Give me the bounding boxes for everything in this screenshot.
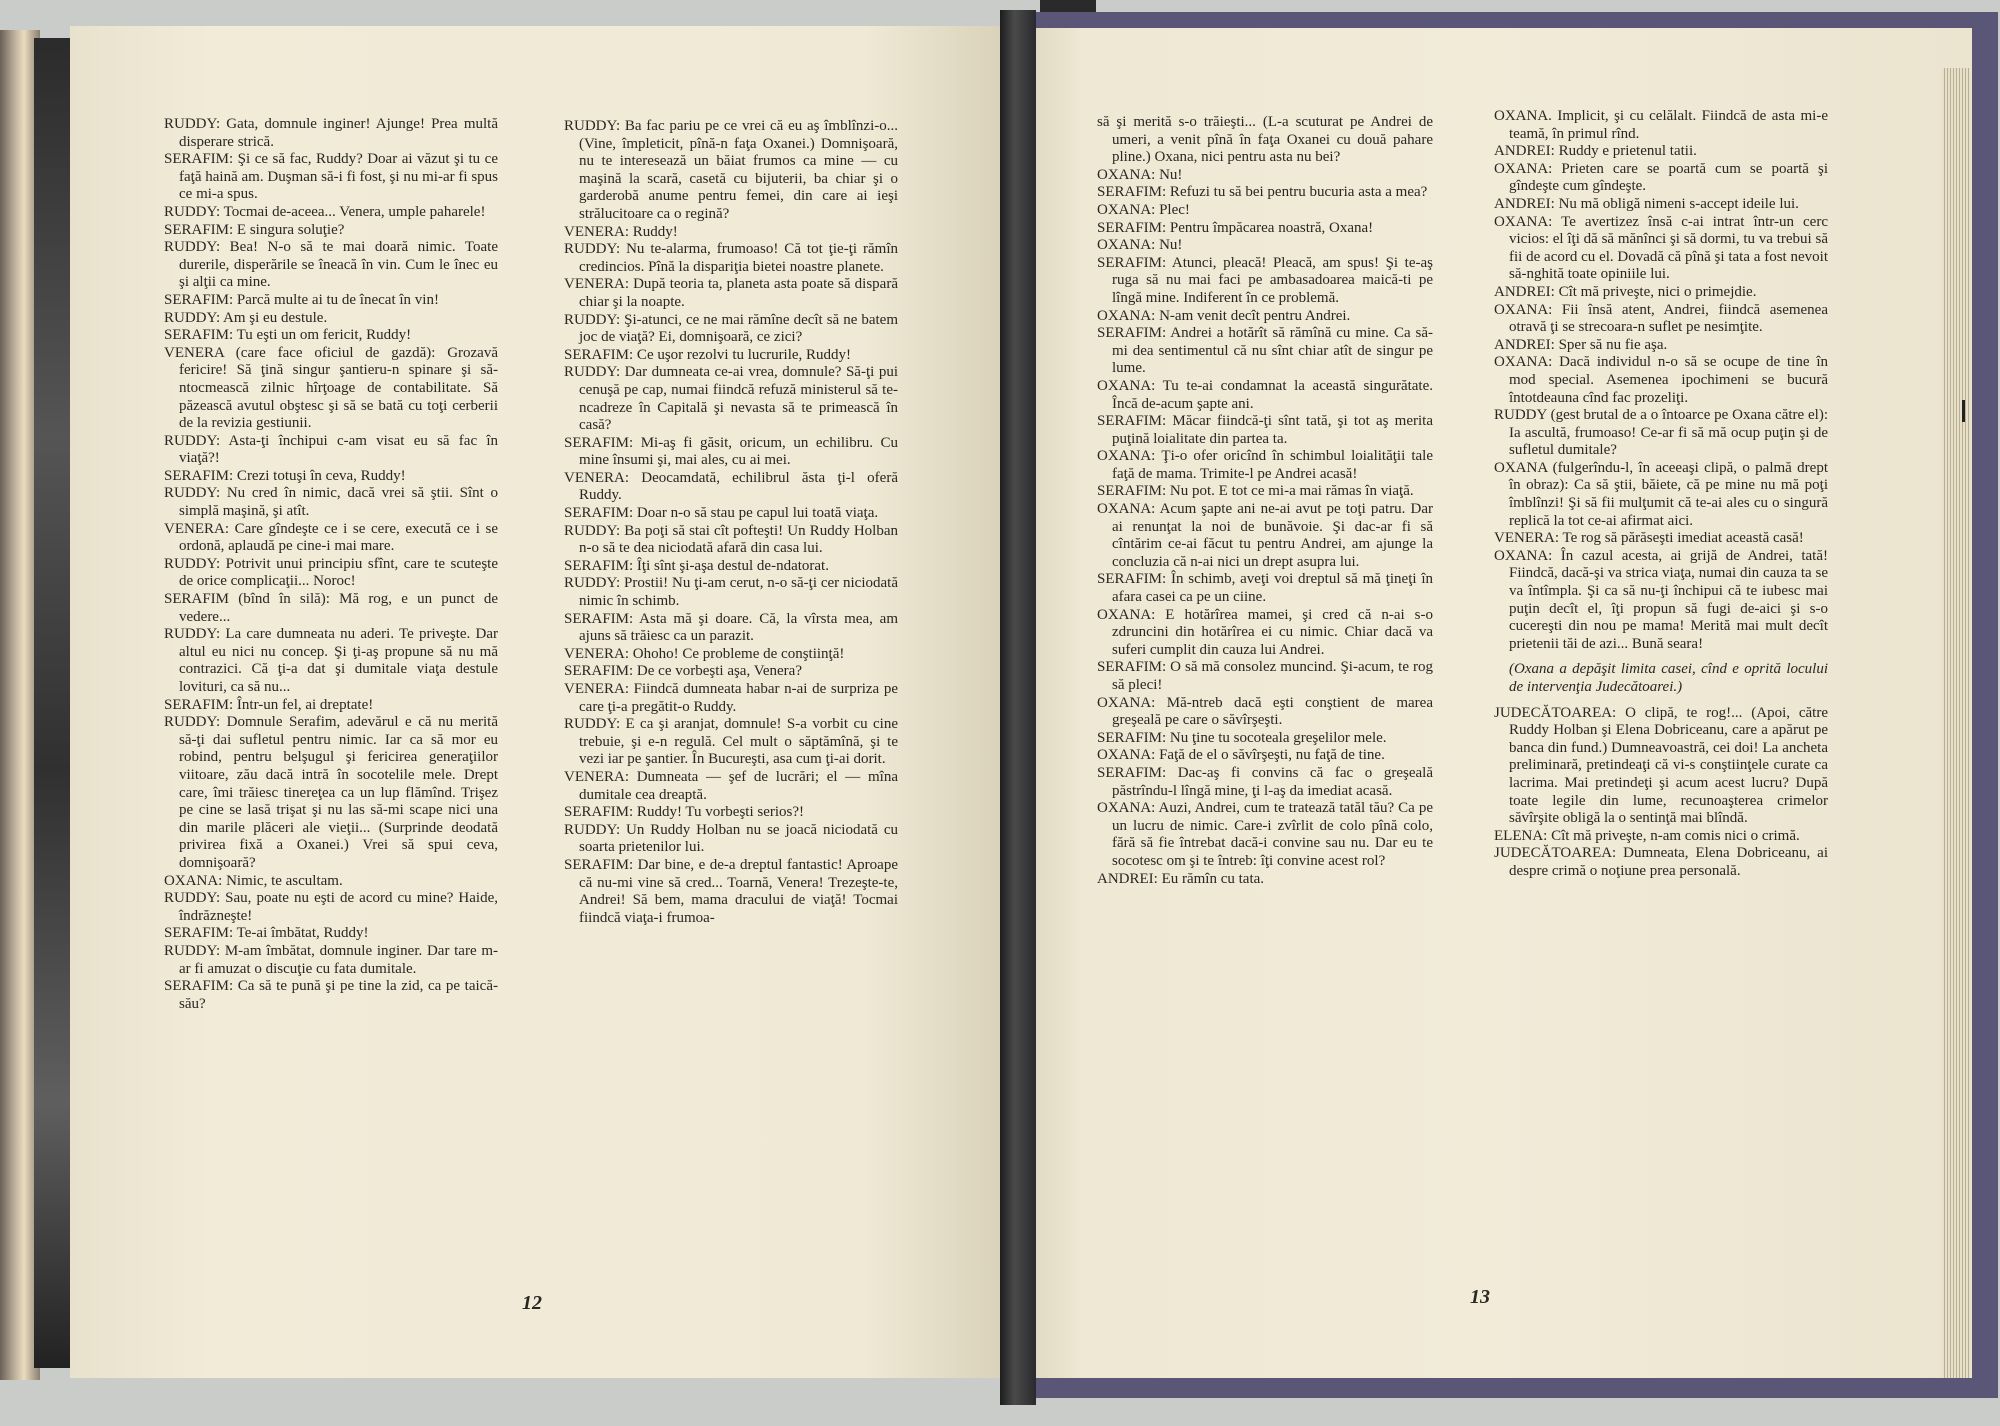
dialogue-line: RUDDY: Un Ruddy Holban nu se joacă niciodată cu soarta prietenilor lui.: [564, 821, 898, 856]
dialogue-line: OXANA: Ţi-o ofer oricînd în schimbul loialităţii tale faţă de mama. Trimite-l pe Andrei acasă!: [1097, 448, 1433, 482]
dialogue-line: RUDDY (gest brutal de a o întoarce pe Oxana către el): Ia ascultă, frumoaso! Ce-ar fi să mă ocup puţin şi de sufletul dumitale?: [1494, 407, 1828, 459]
dialogue-line: SERAFIM: Te-ai îmbătat, Ruddy!: [164, 925, 369, 942]
dialogue-line: SERAFIM: Dar bine, e de-a dreptul fantastic! Aproape că nu-mi vine să cred... Toarnă, Venera! Trezeşte-te, Andrei! Să bem, mama dracului de viaţă! Tocmai fiindcă viaţa-i frumoa-: [564, 856, 898, 926]
dialogue-line: RUDDY: Bea! N-o să te mai doară nimic. Toate durerile, disperările se îneacă în vin. Cum le înec eu şi alţii ca mine.: [164, 239, 498, 291]
dialogue-line: ANDREI: Eu rămîn cu tata.: [1097, 870, 1265, 887]
dialogue-line: SERAFIM: Asta mă şi doare. Că, la vîrsta mea, am ajuns să trăiesc ca un parazit.: [564, 610, 898, 645]
dialogue-line: RUDDY: E ca şi aranjat, domnule! S-a vorbit cu cine trebuie, şi e-n regulă. Cel mult o săptămînă, şi te vezi iar pe şantier. În Bucureşti, asa cum ţi-ai dorit.: [564, 716, 898, 768]
dialogue-line: OXANA: În cazul acesta, ai grijă de Andrei, tată! Fiindcă, dacă-şi va strica viaţa, numai din cauza ta se va întîmpla. Şi ca să nu-ţi închipui că te iubesc mai puţin decît el, îţi propun să fugi de-aici şi s-o cucereşti din nou pe mama! Merită mai mult decît prietenii tăi de azi... Bună seara!: [1494, 547, 1828, 652]
right-page-column-2: [1494, 108, 1828, 881]
dialogue-line: SERAFIM: Doar n-o să stau pe capul lui toată viaţa.: [564, 505, 879, 522]
dialogue-line: SERAFIM: Nu pot. E tot ce mi-a mai rămas în viaţă.: [1097, 483, 1414, 500]
dialogue-line: OXANA: Dacă individul n-o să se ocupe de tine în mod special. Asemenea ipochimeni se bucură întotdeauna cînd fac prozeliţi.: [1494, 354, 1828, 406]
dialogue-line: JUDECĂTOAREA: Dumneata, Elena Dobriceanu, ai despre crimă o noţiune prea personală.: [1494, 845, 1828, 879]
left-page: [70, 26, 1006, 1378]
dialogue-line: SERAFIM: Ruddy! Tu vorbeşti serios?!: [564, 804, 805, 821]
dialogue-line: RUDDY: Asta-ţi închipui c-am visat eu să fac în viaţă?!: [164, 432, 498, 467]
dialogue-line: VENERA: Fiindcă dumneata habar n-ai de surpriza pe care ţi-a pregătit-o Ruddy.: [564, 681, 898, 715]
dialogue-line: ANDREI: Ruddy e prietenul tatii.: [1494, 143, 1697, 160]
dialogue-line: ANDREI: Cît mă priveşte, nici o primejdie.: [1494, 283, 1757, 300]
dialogue-line: OXANA: N-am venit decît pentru Andrei.: [1097, 307, 1351, 324]
dialogue-line: RUDDY: Sau, poate nu eşti de acord cu mine? Haide, îndrăzneşte!: [164, 890, 498, 924]
dialogue-line: SERAFIM: Nu ţine tu socoteala greşelilor mele.: [1097, 729, 1387, 746]
dialogue-line: OXANA: Auzi, Andrei, cum te tratează tatăl tău? Ca pe un lucru de nimic. Care-i zvîrlit de colo pînă colo, fără să fie întrebat dacă-i convine sau nu. Dar eu te socotesc om şi te întreb: îţi convine acest rol?: [1097, 800, 1433, 869]
dialogue-line: VENERA: Te rog să părăseşti imediat această casă!: [1494, 530, 1804, 547]
dialogue-line: JUDECĂTOAREA: O clipă, te rog!... (Apoi, către Ruddy Holban şi Elena Dobriceanu, care a apărut pe banca din fund.) Dumneavoastră, cei doi! La ancheta preliminară, pretindeaţi că vi-s conştiinţele curate ca lacrima. Mai pretindeţi şi acum acest lucru? După toate legile din lume, recunoaşterea crimelor săvîrşite obligă la o sentinţă mai blîndă.: [1494, 704, 1828, 827]
left-page-column-1: [164, 116, 498, 1013]
dialogue-line: SERAFIM: Pentru împăcarea noastră, Oxana!: [1097, 219, 1374, 236]
dialogue-line: RUDDY: Domnule Serafim, adevărul e că nu merită să-ţi dai sufletul pentru nimic. Iar ca să mor eu robind, pentru belşugul şi fericirea generaţiilor viitoare, zău dacă intră în socotelile mele. Drept care, îmi trăiesc tinereţea ca un lup flămînd. Trişez pe cine se lasă trişat şi nu las să-mi scape nici una din marile plăceri ale vieţii... (Surprinde deodată privirea fixă a Oxanei.) Vrei să spui ceva, domnişoară?: [164, 714, 498, 871]
dialogue-line: SERAFIM: Ca să te pună şi pe tine la zid, ca pe taică-său?: [164, 978, 498, 1012]
left-page-column-2: [564, 118, 898, 927]
dialogue-line: OXANA (fulgerîndu-l, în aceeaşi clipă, o palmă drept în obraz): Ca să ştii, băiete, că pe mine nu mă poţi îmblînzi! Şi să fii mulţumit că te-ai ales cu o singură replică la tot ce-ai afirmat aici.: [1494, 459, 1828, 529]
dialogue-line: OXANA: Prieten care se poartă cum se poartă şi gîndeşte cum gîndeşte.: [1494, 160, 1828, 195]
dialogue-line: OXANA: Fii însă atent, Andrei, fiindcă asemenea otravă ţi se strecoara-n suflet pe nesimţite.: [1494, 301, 1828, 336]
dialogue-line: RUDDY: Gata, domnule inginer! Ajunge! Prea multă disperare strică.: [164, 116, 498, 150]
dialogue-line: ANDREI: Nu mă obligă nimeni s-accept ideile lui.: [1494, 195, 1799, 212]
dialogue-line: RUDDY: M-am îmbătat, domnule inginer. Dar tare m-ar fi amuzat o discuţie cu fata dumitale.: [164, 942, 498, 977]
dialogue-line: RUDDY: Am şi eu destule.: [164, 309, 328, 326]
dialogue-line: OXANA: E hotărîrea mamei, şi cred că n-ai s-o zdruncini din hotărîrea ei cu nimic. Chiar dacă va suferi cumplit din cauza lui Andrei.: [1097, 606, 1433, 658]
right-page: [1004, 28, 1972, 1378]
page-number-left: 12: [522, 1292, 542, 1314]
dialogue-line: SERAFIM: Crezi totuşi în ceva, Ruddy!: [164, 467, 406, 484]
dialogue-line: RUDDY: Tocmai de-aceea... Venera, umple paharele!: [164, 203, 486, 220]
dialogue-line: să şi merită s-o trăieşti... (L-a scuturat pe Andrei de umeri, a venit pînă în faţa Oxanei cu două pahare pline.) Oxana, nici pentru asta nu bei?: [1097, 114, 1433, 166]
dialogue-line: VENERA: Deocamdată, echilibrul ăsta ţi-l oferă Ruddy.: [564, 469, 898, 504]
dialogue-line: RUDDY: Nu te-alarma, frumoaso! Că tot ţie-ţi rămîn credincios. Pînă la dispariţia bietei noastre planete.: [564, 241, 898, 275]
dialogue-line: SERAFIM: Şi ce să fac, Ruddy? Doar ai văzut şi tu ce faţă haină am. Duşman să-i fi fost, şi nu mi-ar fi spus ce mi-a spus.: [164, 151, 498, 203]
right-page-column-1: [1097, 114, 1433, 888]
dialogue-line: SERAFIM: Refuzi tu să bei pentru bucuria asta a mea?: [1097, 184, 1428, 201]
dialogue-line: SERAFIM: Îţi sînt şi-aşa destul de-ndatorat.: [564, 557, 829, 574]
dialogue-line: OXANA: Acum şapte ani ne-ai avut pe toţi patru. Dar ai renunţat la noi de bunăvoie. Şi dac-ar fi să cîntărim ce-ai făcut tu pentru Andrei, am ajunge la concluzia că n-ai nici un drept asupra lui.: [1097, 501, 1433, 570]
dialogue-line: OXANA: Nimic, te ascultam.: [164, 872, 343, 889]
dialogue-line: RUDDY: Prostii! Nu ţi-am cerut, n-o să-ţi cer niciodată nimic în schimb.: [564, 575, 898, 610]
dialogue-line: ELENA: Cît mă priveşte, n-am comis nici o crimă.: [1494, 827, 1800, 844]
dialogue-line: VENERA: Ruddy!: [564, 223, 678, 240]
dialogue-line: RUDDY: Ba poţi să stai cît pofteşti! Un Ruddy Holban n-o să te dea niciodată afară din casa lui.: [564, 522, 898, 557]
dialogue-line: SERAFIM: Dac-aş fi convins că fac o greşeală păstrîndu-l lîngă mine, ţi l-aş da imediat acasă.: [1097, 764, 1433, 799]
dialogue-line: SERAFIM: Mi-aş fi găsit, oricum, un echilibru. Cu mine însumi şi, mai ales, cu ai mei.: [564, 434, 898, 469]
page-stack-edge: [1942, 68, 1970, 1378]
dialogue-line: SERAFIM (bînd în silă): Mă rog, e un punct de vedere...: [164, 591, 498, 625]
page-number-right: 13: [1470, 1286, 1490, 1308]
dialogue-line: SERAFIM: Ce uşor rezolvi tu lucrurile, Ruddy!: [564, 346, 852, 363]
dialogue-line: VENERA (care face oficiul de gazdă): Grozavă fericire! Să ţină singur şantieru-n spinare şi să-ntocmească zilnic hîrţoage de contabilitate. Să păzească avutul obştesc şi să se bată cu toţi cerberii de la revizia gestiunii.: [164, 344, 498, 432]
dialogue-line: OXANA: Tu te-ai condamnat la această singurătate. Încă de-acum şapte ani.: [1097, 377, 1433, 412]
dialogue-line: OXANA: Faţă de el o săvîrşeşti, nu faţă de tine.: [1097, 747, 1385, 764]
dialogue-line: (Oxana a depăşit limita casei, cînd e oprită locului de intervenţia Judecătoarei.): [1509, 661, 1828, 695]
dialogue-line: OXANA: Te avertizez însă c-ai intrat într-un cerc vicios: el îţi dă să mănînci şi să dormi, tu va trebui să fii de acord cu el. Dovadă că pînă şi tata a fost nevoit să-nghită toate opiniile lui.: [1494, 213, 1828, 283]
dialogue-line: SERAFIM: Parcă multe ai tu de înecat în vin!: [164, 291, 439, 308]
dialogue-line: RUDDY: Şi-atunci, ce ne mai rămîne decît să ne batem joc de viaţă? Ei, domnişoară, ce zici?: [564, 311, 898, 346]
dialogue-line: OXANA. Implicit, şi cu celălalt. Fiindcă de asta mi-e teamă, în primul rînd.: [1494, 108, 1828, 142]
dialogue-line: OXANA: Nu!: [1097, 237, 1183, 254]
dialogue-line: VENERA: Dumneata — şef de lucrări; el — mîna dumitale cea dreaptă.: [564, 768, 898, 803]
dialogue-line: SERAFIM: Măcar fiindcă-ţi sînt tată, şi tot aş merita puţină loialitate din partea ta.: [1097, 413, 1433, 447]
dialogue-line: RUDDY: Ba fac pariu pe ce vrei că eu aş îmblînzi-o... (Vine, împleticit, pînă-n faţa Oxanei.) Domnişoară, nu te interesează un băiat frumos ca mine — cu maşină la scară, casetă cu bijuterii, ba chiar şi o garderobă anume pentru femei, din care ai ieşi strălucitoare ca o regină?: [564, 118, 898, 222]
dialogue-line: ANDREI: Sper să nu fie aşa.: [1494, 336, 1668, 353]
dialogue-line: VENERA: Care gîndeşte ce i se cere, execută ce i se ordonă, aplaudă pe cine-i mai mare.: [164, 520, 498, 555]
dialogue-line: VENERA: Ohoho! Ce probleme de conştiinţă!: [564, 645, 845, 662]
dialogue-line: RUDDY: Potrivit unui principiu sfînt, care te scuteşte de orice complicaţii... Noroc!: [164, 555, 498, 590]
dialogue-line: RUDDY: La care dumneata nu aderi. Te priveşte. Dar altul eu nici nu concep. Şi ţi-aş propune să nu mă contrazici. Că ţi-a dat şi dumitale viaţa destule lovituri, ca să nu...: [164, 626, 498, 695]
dialogue-line: SERAFIM: De ce vorbeşti aşa, Venera?: [564, 663, 802, 680]
dialogue-line: SERAFIM: Atunci, pleacă! Pleacă, am spus! Şi te-aş ruga să nu mai faci pe ambasadoarea maică-ti pe lîngă mine. Indiferent în ce problemă.: [1097, 254, 1433, 306]
dialogue-line: SERAFIM: Într-un fel, ai dreptate!: [164, 696, 374, 713]
dialogue-line: OXANA: Plec!: [1097, 201, 1190, 218]
dialogue-line: OXANA: Mă-ntreb dacă eşti conştient de marea greşeală pe care o săvîrşeşti.: [1097, 694, 1433, 729]
dialogue-line: SERAFIM: Andrei a hotărît să rămînă cu mine. Ca să-mi dea sentimentul că nu sînt chiar atît de singur pe lume.: [1097, 325, 1433, 377]
dialogue-line: RUDDY: Dar dumneata ce-ai vrea, domnule? Să-ţi pui cenuşă pe cap, numai fiindcă refuză ministerul să te-ncadreze în Capitală şi nevasta să te primească în casă?: [564, 364, 898, 434]
dialogue-line: OXANA: Nu!: [1097, 166, 1183, 183]
dialogue-line: SERAFIM: E singura soluţie?: [164, 221, 345, 238]
dialogue-line: RUDDY: Nu cred în nimic, dacă vrei să ştii. Sînt o simplă maşină, şi atît.: [164, 485, 498, 520]
dialogue-line: SERAFIM: O să mă consolez muncind. Şi-acum, te rog să pleci!: [1097, 659, 1433, 693]
dialogue-line: SERAFIM: În schimb, aveţi voi dreptul să mă ţineţi în afara casei ca pe un ciine.: [1097, 571, 1433, 606]
dialogue-line: SERAFIM: Tu eşti un om fericit, Ruddy!: [164, 327, 412, 344]
margin-mark: [1962, 400, 1965, 422]
previous-page-photo-strip: [34, 38, 72, 1368]
dialogue-line: VENERA: După teoria ta, planeta asta poate să dispară chiar şi la noapte.: [564, 276, 898, 310]
book-gutter: [1000, 10, 1036, 1405]
